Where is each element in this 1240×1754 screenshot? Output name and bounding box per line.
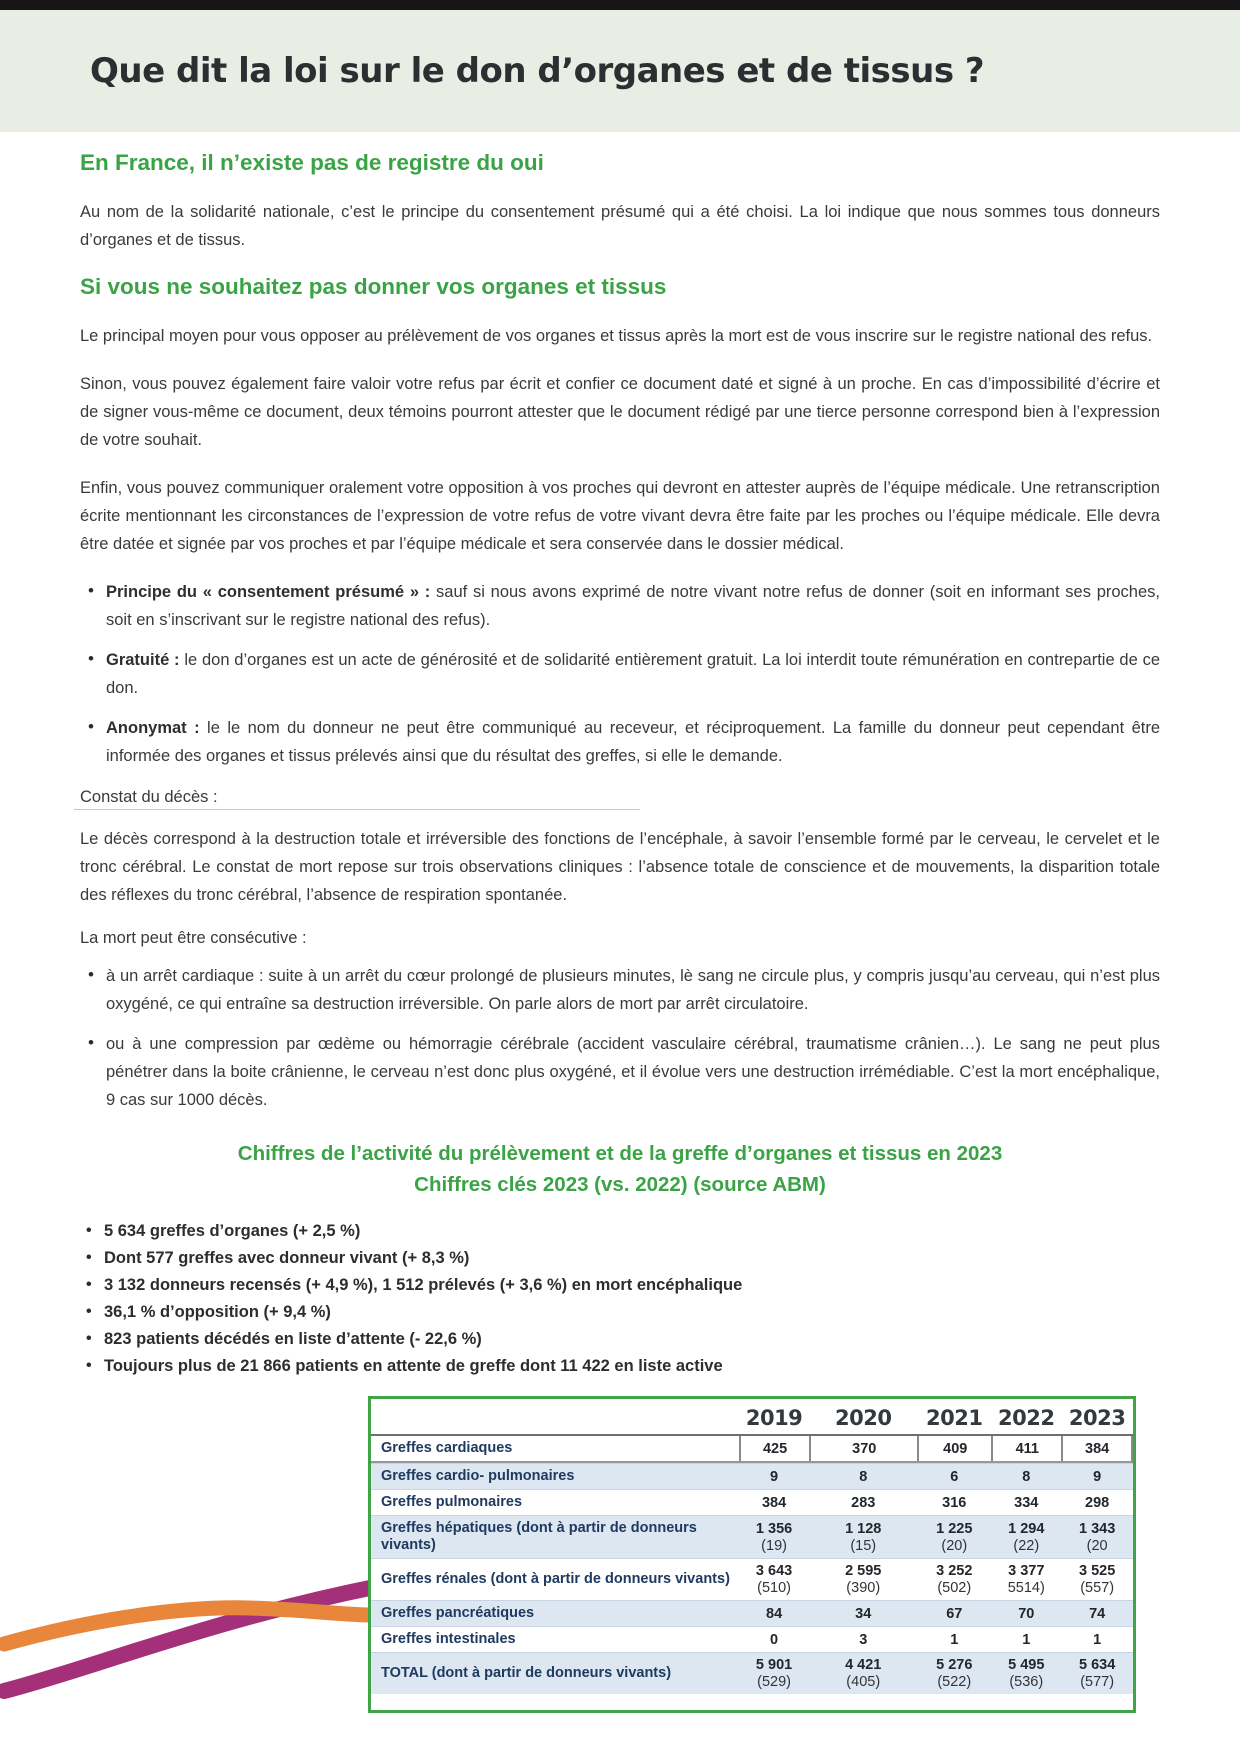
value-cell: 316: [942, 1494, 967, 1511]
key-figure: • Toujours plus de 21 866 patients en attente de greffe dont 11 422 en liste active: [80, 1353, 1160, 1380]
paragraph-refus-2: Sinon, vous pouvez également faire valoir votre refus par écrit et confier ce document daté et signé à un proche. En cas d’impossibilité d’écrire et de signer vous-même ce document, deux témoins pourront attester que le document rédigé par une tierce personne correspond bien à l’expression de votre souhait.: [80, 375, 1160, 449]
value-cell: 425: [739, 1436, 809, 1461]
row-label: Greffes pancréatiques: [381, 1605, 535, 1621]
row-label: Greffes rénales (dont à partir de donneurs vivants): [381, 1571, 730, 1587]
key-figure: • Dont 577 greffes avec donneur vivant (+ 8,3 %): [80, 1245, 1160, 1272]
scan-top-bar: [0, 0, 1240, 10]
table-row: [371, 1652, 1133, 1694]
value-cell: 8: [859, 1468, 868, 1485]
paragraph-refus-1: Le principal moyen pour vous opposer au prélèvement de vos organes et tissus après la mort est de vous inscrire sur le registre national des refus.: [80, 327, 1153, 345]
table-row: [371, 1489, 1133, 1515]
year-header: 2020: [835, 1406, 892, 1430]
list-item-gratuite: [80, 646, 1160, 702]
value-cell: 0: [770, 1631, 779, 1648]
value-cell: 384: [761, 1494, 787, 1511]
value-cell: 334: [1014, 1494, 1039, 1511]
value-cell: 3 525 (557): [1078, 1563, 1116, 1596]
value-cell: 5 901 (529): [755, 1657, 793, 1690]
principle-text: le don d’organes est un acte de générosité et de solidarité entièrement gratuit. La loi interdit toute rémunération en contrepartie de ce don.: [106, 651, 1160, 697]
list-item-anonymat: [80, 714, 1160, 770]
value-cell: 409: [917, 1436, 991, 1461]
table-row: [371, 1626, 1133, 1652]
table-body: [371, 1434, 1133, 1694]
row-label: Greffes intestinales: [381, 1631, 516, 1647]
value-cell: 4 421 (405): [845, 1657, 882, 1690]
paragraph-deces: Le décès correspond à la destruction totale et irréversible des fonctions de l’encéphale, à savoir l’ensemble formé par le cerveau, le cervelet et le tronc cérébral. Le constat de mort repose sur trois observations cliniques : l’absence totale de conscience et de mouvements, la disparition totale des réflexes du tronc cérébral, l’absence de respiration spontanée.: [80, 830, 1160, 904]
value-cell: 1 343 (20: [1078, 1520, 1116, 1554]
value-cell: 5 634 (577): [1078, 1657, 1116, 1690]
heading-refus: Si vous ne souhaitez pas donner vos organes et tissus: [80, 274, 667, 299]
key-figure: • 3 132 donneurs recensés (+ 4,9 %), 1 512 prélevés (+ 3,6 %) en mort encéphalique: [80, 1272, 1160, 1299]
principles-list: [80, 578, 1160, 770]
value-cell: 1: [1022, 1631, 1031, 1648]
mort-intro: La mort peut être consécutive :: [80, 929, 307, 947]
key-figure: • 823 patients décédés en liste d’attente (- 22,6 %): [80, 1326, 1160, 1353]
table-header-row: [371, 1399, 1133, 1434]
stats-table: [368, 1396, 1136, 1713]
year-header: 2021: [926, 1406, 983, 1430]
key-figure: • 36,1 % d’opposition (+ 9,4 %): [80, 1299, 1160, 1326]
paragraph-refus-3: Enfin, vous pouvez communiquer oralement votre opposition à vos proches qui devront en attester auprès de l’équipe médicale. Une retranscription écrite mentionnant les circonstances de l’expression de votre refus de votre vivant devra être faite par les proches ou l’équipe médicale. Elle devra être datée et signée par vos proches et par l’équipe médicale et sera conservée dans le dossier médical.: [80, 479, 1160, 553]
principle-text: le le nom du donneur ne peut être communiqué au receveur, et réciproquement. La famille du donneur peut cependant être informée des organes et tissus prélevés ainsi que du résultat des greffes, si elle le demande.: [106, 719, 1161, 765]
value-cell: 1 225 (20): [936, 1520, 973, 1554]
key-figure: • 5 634 greffes d’organes (+ 2,5 %): [80, 1218, 1160, 1245]
title-banner: [0, 10, 1240, 132]
value-cell: 1 294 (22): [1008, 1520, 1045, 1554]
heading-registre: En France, il n’existe pas de registre du oui: [80, 150, 544, 175]
row-label: Greffes cardiaques: [381, 1440, 513, 1456]
value-cell: 384: [1061, 1436, 1133, 1461]
value-cell: 9: [770, 1468, 779, 1485]
value-cell: 5 495 (536): [1008, 1657, 1045, 1690]
value-cell: 1: [950, 1631, 959, 1648]
row-label: Greffes hépatiques (dont à partir de donneurs vivants): [381, 1520, 697, 1553]
row-label: TOTAL (dont à partir de donneurs vivants): [381, 1665, 672, 1681]
list-item-compression: • ou à une compression par œdème ou hémorragie cérébrale (accident vasculaire cérébral, traumatisme crânien…). Le sang ne peut plus pénétrer dans la boite crânienne, le cerveau n’est donc plus oxygéné, et il évolue vers une destruction irrémédiable. C’est la mort encéphalique, 9 cas sur 1000 décès.: [80, 1030, 1160, 1114]
year-header: 2022: [998, 1406, 1055, 1430]
value-cell: 6: [950, 1468, 959, 1485]
value-cell: 70: [1018, 1605, 1035, 1622]
document-body: [0, 150, 1240, 1713]
mort-list: [80, 962, 1160, 1114]
table-bottom-pad: [371, 1694, 1133, 1710]
principle-lead: Gratuité :: [106, 651, 180, 669]
list-item-consentement: [80, 578, 1160, 634]
principle-lead: Principe du « consentement présumé » :: [106, 583, 431, 601]
value-cell: 34: [855, 1605, 872, 1622]
value-cell: 411: [991, 1436, 1061, 1461]
value-cell: 67: [946, 1605, 963, 1622]
value-cell: 1 128 (15): [845, 1520, 882, 1554]
chiffres-heading-line2: Chiffres clés 2023 (vs. 2022) (source ABM): [414, 1173, 826, 1196]
constat-label: Constat du décès :: [80, 788, 1160, 807]
value-cell: 84: [766, 1605, 783, 1622]
page-title: Que dit la loi sur le don d’organes et de tissus ?: [90, 51, 985, 91]
year-header: 2019: [745, 1406, 803, 1430]
table-row: [371, 1434, 1133, 1463]
table-row: [371, 1515, 1133, 1558]
table-row: [371, 1463, 1133, 1489]
principle-lead: Anonymat :: [106, 719, 200, 737]
value-cell: 2 595 (390): [845, 1563, 882, 1596]
value-cell: 74: [1089, 1605, 1106, 1622]
value-cell: 3 643 (510): [755, 1563, 793, 1596]
value-cell: 1 356 (19): [755, 1520, 793, 1554]
value-cell: 8: [1022, 1468, 1031, 1485]
value-cell: 370: [809, 1436, 917, 1461]
paragraph-registre: Au nom de la solidarité nationale, c’est le principe du consentement présumé qui a été choisi. La loi indique que nous sommes tous donneurs d’organes et de tissus.: [80, 203, 1160, 249]
value-cell: 3 252 (502): [936, 1563, 973, 1596]
list-item-arret-cardiaque: • à un arrêt cardiaque : suite à un arrêt du cœur prolongé de plusieurs minutes, lè sang ne circule plus, y compris jusqu’au cerveau, qui n’est plus oxygéné, ce qui entraîne sa destruction irréversible. On parle alors de mort par arrêt circulatoire.: [80, 962, 1160, 1018]
chiffres-heading-line1: Chiffres de l’activité du prélèvement et de la greffe d’organes et tissus en 2023: [237, 1142, 1003, 1165]
value-cell: 1: [1093, 1631, 1102, 1648]
table-row: [371, 1558, 1133, 1600]
value-cell: 283: [851, 1494, 876, 1511]
value-cell: 9: [1093, 1468, 1102, 1485]
chiffres-list: [80, 1218, 1160, 1380]
empty-header-cell: [371, 1406, 739, 1430]
value-cell: 3 377 5514): [1007, 1563, 1045, 1596]
value-cell: 3: [859, 1631, 868, 1648]
year-header: 2023: [1068, 1406, 1126, 1430]
value-cell: 5 276 (522): [936, 1657, 973, 1690]
row-label: Greffes cardio- pulmonaires: [381, 1468, 575, 1484]
value-cell: 298: [1085, 1494, 1110, 1511]
table-row: [371, 1600, 1133, 1626]
principle-text: sauf si nous avons exprimé de notre vivant notre refus de donner (soit en informant ses proches, soit en s’inscrivant sur le registre national des refus).: [106, 583, 1160, 629]
row-label: Greffes pulmonaires: [381, 1494, 523, 1510]
